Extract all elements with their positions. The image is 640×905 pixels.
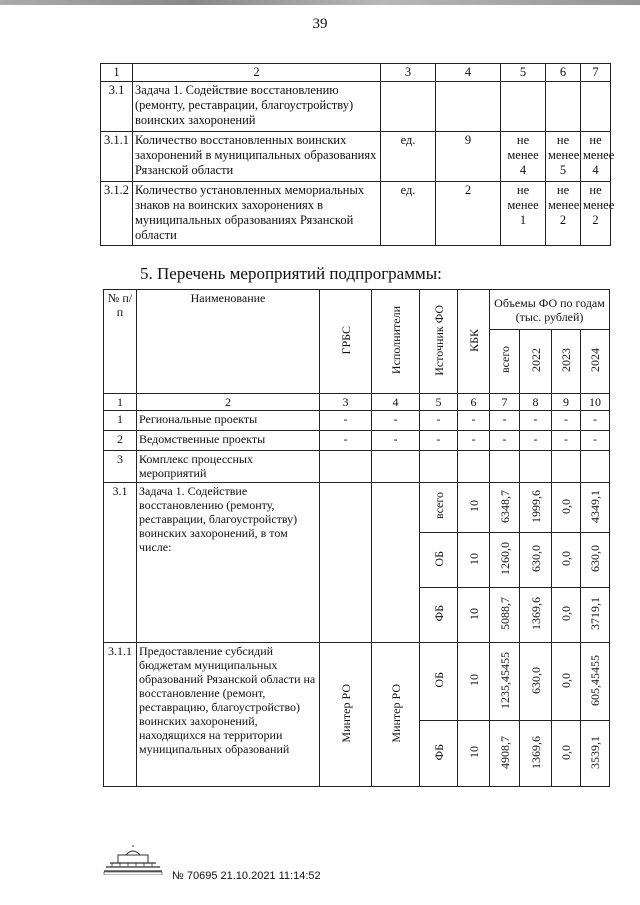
dash-cell: - <box>520 411 552 431</box>
header-cell: 4 <box>436 64 501 82</box>
col-number: 4 <box>372 394 420 411</box>
row-number: 3.1.1 <box>104 643 137 787</box>
y2023-cell: 0,0 <box>559 744 573 760</box>
y2024-cell: 630,0 <box>588 545 603 572</box>
dash-cell: - <box>552 431 581 451</box>
header-year-2023: 2023 <box>559 348 573 372</box>
kbk-cell: 10 <box>466 674 481 686</box>
source-cell: ОБ <box>431 672 446 688</box>
row-year2 <box>546 82 581 132</box>
header-cell: 7 <box>581 64 611 82</box>
table-row <box>104 483 610 533</box>
row-name: Региональные проекты <box>137 411 320 431</box>
row-unit: ед. <box>381 132 436 182</box>
source-cell: всего <box>431 492 446 520</box>
y2024-cell: 4349,1 <box>588 489 603 523</box>
table-row <box>101 132 611 182</box>
dash-cell: - <box>490 431 520 451</box>
dash-cell: - <box>420 431 458 451</box>
table-row <box>104 431 610 451</box>
dash-cell: - <box>581 431 610 451</box>
header-cell: 2 <box>133 64 381 82</box>
y2022-cell: 1369,6 <box>528 735 543 769</box>
y2023-cell: 0,0 <box>559 606 573 621</box>
y2022-cell: 1999,6 <box>528 489 543 523</box>
row-number: 3.1 <box>104 483 137 643</box>
row-name: Задача 1. Содействие восстановлению (ремонту, реставрации, благоустройству) воинских захоронений, в том числе: <box>137 483 320 643</box>
dash-cell: - <box>552 411 581 431</box>
government-building-seal-icon <box>100 845 166 875</box>
table-header-row <box>101 64 611 82</box>
header-cell: 5 <box>501 64 546 82</box>
row-unit <box>381 82 436 132</box>
row-year2: не менее 2 <box>546 182 581 246</box>
row-year3: не менее 4 <box>581 132 611 182</box>
row-value: 2 <box>436 182 501 246</box>
total-cell: 4908,7 <box>497 735 512 769</box>
row-name: Комплекс процессных мероприятий <box>137 451 320 483</box>
y2024-cell: 3719,1 <box>588 597 603 630</box>
y2022-cell: 1369,6 <box>528 597 543 630</box>
col-number: 1 <box>104 394 137 411</box>
row-name: Ведомственные проекты <box>137 431 320 451</box>
total-cell: 5088,7 <box>497 597 512 630</box>
row-year3: не менее 2 <box>581 182 611 246</box>
col-number: 3 <box>320 394 372 411</box>
col-number: 6 <box>458 394 490 411</box>
dash-cell: - <box>490 411 520 431</box>
header-year-2024: 2024 <box>588 348 603 372</box>
row-year1 <box>501 82 546 132</box>
source-cell: ОБ <box>431 550 446 567</box>
total-cell: 1260,0 <box>497 542 512 575</box>
measures-table <box>103 289 610 787</box>
row-name: Задача 1. Содействие восстановлению (ремонту, реставрации, благоустройству) воинских захоронений <box>133 82 381 132</box>
y2022-cell: 630,0 <box>528 545 543 572</box>
y2023-cell: 0,0 <box>559 672 573 688</box>
row-number: 3.1.2 <box>101 182 133 246</box>
header-num: № п/п <box>104 290 137 394</box>
row-value <box>436 82 501 132</box>
header-volumes: Объемы ФО по годам (тыс. рублей) <box>490 290 610 330</box>
y2023-cell: 0,0 <box>559 498 573 514</box>
header-cell: 6 <box>546 64 581 82</box>
grbs-cell: Минтер РО <box>338 683 353 743</box>
col-number: 5 <box>420 394 458 411</box>
table-row <box>104 411 610 431</box>
source-cell: ФБ <box>431 743 446 761</box>
dash-cell: - <box>320 431 372 451</box>
header-executors: Исполнители <box>388 305 403 375</box>
total-cell: 6348,7 <box>497 489 512 523</box>
row-number: 1 <box>104 411 137 431</box>
dash-cell: - <box>520 431 552 451</box>
table-row <box>101 82 611 132</box>
dash-cell: - <box>420 411 458 431</box>
row-unit: ед. <box>381 182 436 246</box>
dash-cell: - <box>320 411 372 431</box>
col-number: 8 <box>520 394 552 411</box>
y2024-cell: 605,45455 <box>588 654 603 706</box>
dash-cell: - <box>372 411 420 431</box>
row-name: Количество восстановленных воинских захоронений в муниципальных образованиях Рязанской области <box>133 132 381 182</box>
kbk-cell: 10 <box>466 746 481 758</box>
row-year1: не менее 1 <box>501 182 546 246</box>
table-row <box>101 182 611 246</box>
dash-cell: - <box>458 411 490 431</box>
page-number: 39 <box>312 16 328 32</box>
dash-cell: - <box>581 411 610 431</box>
scan-edge <box>0 0 640 5</box>
table-row <box>104 643 610 721</box>
row-name: Количество установленных мемориальных знаков на воинских захоронениях в муниципальных образованиях Рязанской области <box>133 182 381 246</box>
document-registration-stamp: № 70695 21.10.2021 11:14:52 <box>172 870 321 882</box>
header-year-2022: 2022 <box>528 348 543 372</box>
table-header-row <box>104 290 610 330</box>
col-number: 9 <box>552 394 581 411</box>
row-year2: не менее 5 <box>546 132 581 182</box>
header-grbs: ГРБС <box>338 325 353 355</box>
section-title: 5. Перечень мероприятий подпрограммы: <box>140 264 442 283</box>
row-value: 9 <box>436 132 501 182</box>
col-number: 10 <box>581 394 610 411</box>
source-cell: ФБ <box>431 605 446 622</box>
dash-cell: - <box>458 431 490 451</box>
row-year3 <box>581 82 611 132</box>
row-number: 3 <box>104 451 137 483</box>
y2023-cell: 0,0 <box>559 551 573 566</box>
header-name: Наименование <box>137 290 320 394</box>
indicators-table <box>100 63 615 246</box>
row-number: 3.1 <box>101 82 133 132</box>
kbk-cell: 10 <box>466 607 481 620</box>
header-cell: 1 <box>101 64 133 82</box>
row-number: 3.1.1 <box>101 132 133 182</box>
col-number: 7 <box>490 394 520 411</box>
table-row <box>104 451 610 483</box>
kbk-cell: 10 <box>466 500 481 512</box>
total-cell: 1235,45455 <box>497 651 512 709</box>
row-name: Предоставление субсидий бюджетам муниципальных образований Рязанской области на восстановление (ремонт, реставрацию, благоустройство) воинских захоронений, находящихся на территории муниципальных образований <box>137 643 320 787</box>
column-number-row <box>104 394 610 411</box>
col-number: 2 <box>137 394 320 411</box>
header-kbk: КБК <box>466 328 481 352</box>
row-year1: не менее 4 <box>501 132 546 182</box>
dash-cell: - <box>372 431 420 451</box>
header-cell: 3 <box>381 64 436 82</box>
header-source: Источник ФО <box>431 304 446 376</box>
executors-cell: Минтер РО <box>388 683 403 743</box>
y2024-cell: 3539,1 <box>588 735 603 769</box>
row-number: 2 <box>104 431 137 451</box>
kbk-cell: 10 <box>466 552 481 565</box>
y2022-cell: 630,0 <box>528 666 543 694</box>
header-total: всего <box>497 346 512 374</box>
